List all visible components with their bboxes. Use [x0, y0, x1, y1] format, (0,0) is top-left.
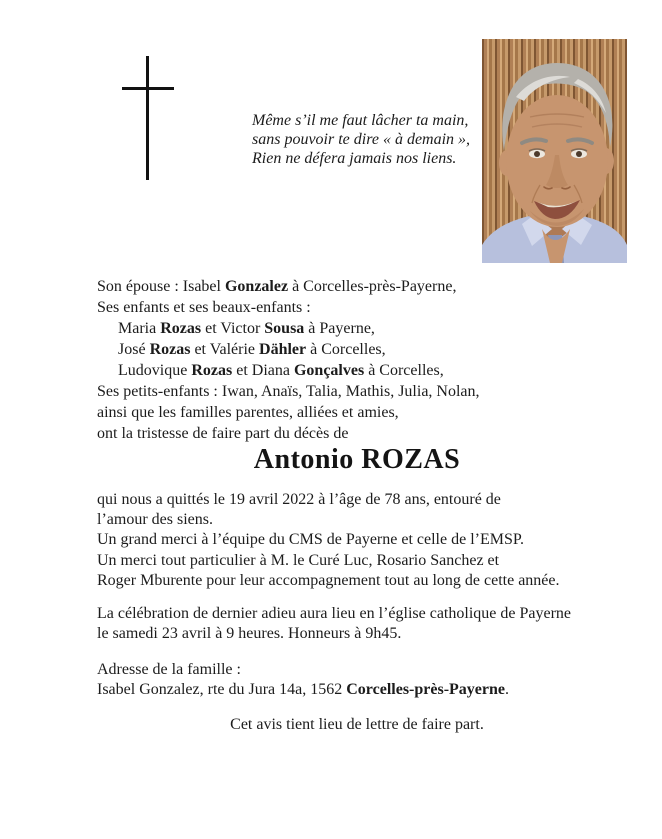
ceremony-line: La célébration de dernier adieu aura lieu en l’église catholique de Payerne — [97, 605, 571, 622]
passing-line: qui nous a quittés le 19 avril 2022 à l’âge de 78 ans, entouré de — [97, 491, 501, 508]
family-address — [97, 660, 509, 700]
cross-horizontal-bar — [122, 87, 174, 90]
passing-line: Un merci tout particulier à M. le Curé Luc, Rosario Sanchez et — [97, 551, 500, 569]
passing-line: l’amour des siens. — [97, 511, 213, 529]
portrait-illustration — [482, 39, 627, 263]
deceased-name: Antonio ROZAS — [253, 444, 461, 475]
memorial-quote — [252, 111, 470, 168]
address-line: Isabel Gonzalez, rte du Jura 14a, 1562 Corcelles-près-Payerne. — [97, 681, 509, 699]
announcement-line: Ludovique Rozas et Diana Gonçalves à Corcelles, — [118, 362, 444, 379]
quote-line: Rien ne défera jamais nos liens. — [252, 150, 457, 167]
announcement-line: Ses enfants et ses beaux-enfants : — [97, 299, 311, 316]
quote-line: sans pouvoir te dire « à demain », — [252, 131, 471, 148]
announcement-line: ainsi que les familles parentes, alliées et amies, — [97, 404, 399, 421]
announcement-line: Ses petits-enfants : Iwan, Anaïs, Talia, Mathis, Julia, Nolan, — [97, 383, 480, 400]
ceremony-details — [97, 604, 571, 644]
announcement-line: Maria Rozas et Victor Sousa à Payerne, — [118, 320, 375, 337]
passing-line: Roger Mburente pour leur accompagnement tout au long de cette année. — [97, 571, 560, 589]
address-label: Adresse de la famille : — [97, 661, 241, 678]
quote-line: Même s’il me faut lâcher ta main, — [252, 112, 469, 129]
announcement-line: José Rozas et Valérie Dähler à Corcelles, — [118, 341, 386, 358]
announcement-line: Son épouse : Isabel Gonzalez à Corcelles-près-Payerne, — [97, 278, 457, 295]
family-announcement — [97, 276, 480, 444]
passing-line: Un grand merci à l’équipe du CMS de Payerne et celle de l’EMSP. — [97, 531, 524, 549]
ceremony-line: le samedi 23 avril à 9 heures. Honneurs à 9h45. — [97, 625, 402, 643]
announcement-line: ont la tristesse de faire part du décès de — [97, 425, 349, 442]
closing-notice: Cet avis tient lieu de lettre de faire part. — [230, 716, 484, 733]
passing-details — [97, 490, 560, 591]
cross-vertical-bar — [146, 56, 149, 180]
deceased-portrait-photo — [482, 39, 627, 263]
